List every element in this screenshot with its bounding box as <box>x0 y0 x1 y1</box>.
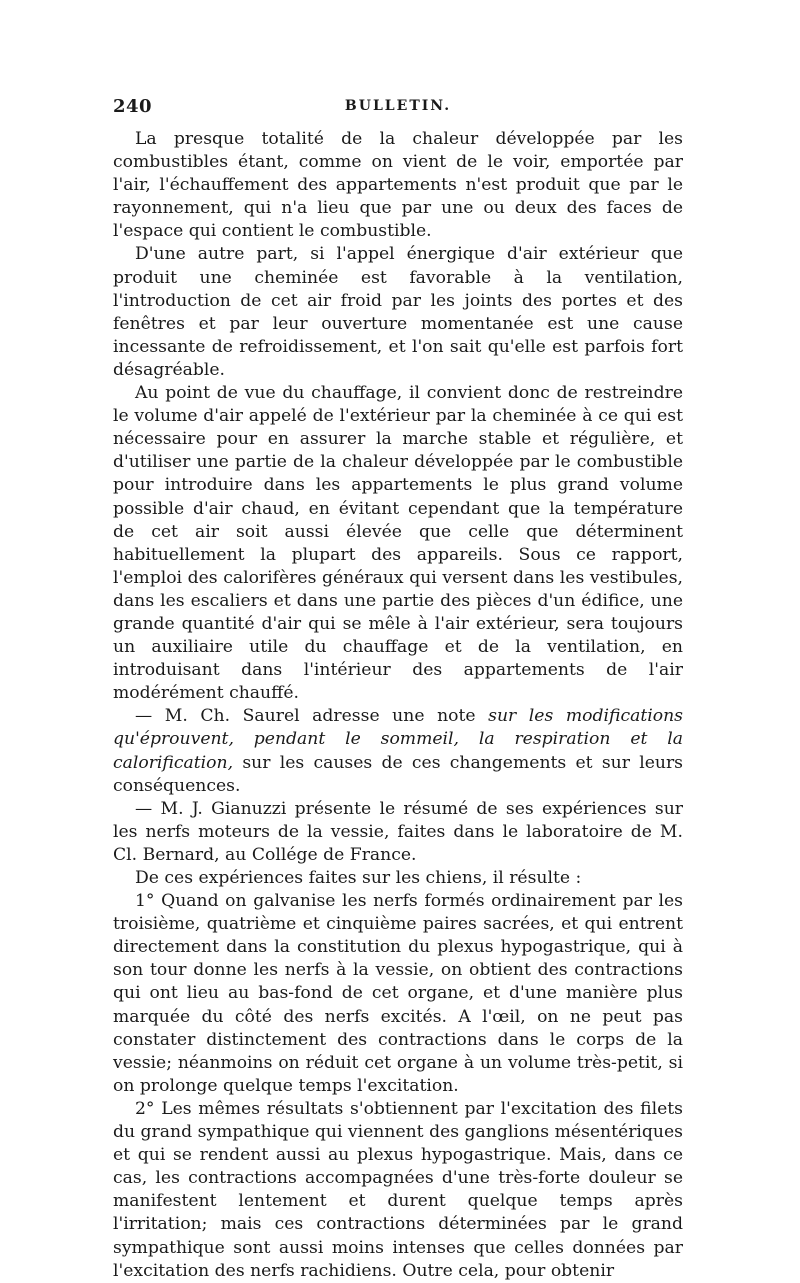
paragraph-chaleur: La presque totalité de la chaleur développée par les combustibles étant, comme on vient de le voir, emportée par l'air, l'échauffement des appartements n'est produit que par le rayonnement, qui n'a lieu que par une ou deux des faces de l'espace qui contient le combustible. <box>113 129 683 242</box>
paragraph-resultat-2: 2° Les mêmes résultats s'obtiennent par l'excitation des filets du grand sympathique qui viennent des ganglions mésentériques et qui se rendent aussi au plexus hypogastrique. Mais, dans ce cas, les contractions accompagnées d'une très-forte douleur se manifestent lentement et durent quelque temps après l'irritation; mais ces contractions déterminées par le grand sympathique sont aussi moins intenses que celles données par l'excitation des nerfs rachidiens. Outre cela, pour obtenir <box>113 1098 683 1281</box>
saurel-title: sur les modifications qu'éprouvent, pendant le sommeil, la respiration et la calorification, <box>113 706 683 773</box>
paragraph-resultats-intro: De ces expériences faites sur les chiens, il résulte : <box>135 868 582 888</box>
page-header <box>113 96 683 122</box>
paragraph-chauffage: Au point de vue du chauffage, il convient donc de restreindre le volume d'air appelé de l'extérieur par la cheminée à ce qui est nécessaire pour en assurer la marche stable et régulière, et d'utiliser une partie de la chaleur développée par le combustible pour introduire dans les appartements le plus grand volume possible d'air chaud, en évitant cependant que la température de cet air soit aussi élevée que celle que déterminent habituellement la plupart des appareils. Sous ce rapport, l'emploi des calorifères généraux qui versent dans les vestibules, dans les escaliers et dans une partie des pièces d'un édifice, une grande quantité d'air qui se mêle à l'air extérieur, sera toujours un auxiliaire utile du chauffage et de la ventilation, en introduisant dans l'intérieur des appartements de l'air modérément chauffé. <box>113 383 683 704</box>
running-head: BULLETIN. <box>344 98 452 114</box>
body-text <box>113 128 683 1283</box>
paragraph-resultat-1: 1° Quand on galvanise les nerfs formés ordinairement par les troisième, quatrième et cinquième paires sacrées, et qui entrent directement dans la constitution du plexus hypogastrique, qui à son tour donne les nerfs à la vessie, on obtient des contractions qui ont lieu au bas-fond de cet organe, et d'une manière plus marquée du côté des nerfs excités. A l'œil, on ne peut pas constater distinctement des contractions dans le corps de la vessie; néanmoins on réduit cet organe à un volume très-petit, si on prolonge quelque temps l'excitation. <box>113 891 683 1096</box>
paragraph-ventilation: D'une autre part, si l'appel énergique d'air extérieur que produit une cheminée est favorable à la ventilation, l'introduction de cet air froid par les joints des portes et des fenêtres et par leur ouverture momentanée est une cause incessante de refroidissement, et l'on sait qu'elle est parfois fort désagréable. <box>113 244 683 380</box>
saurel-intro: — M. Ch. Saurel adresse une note <box>135 706 489 727</box>
paragraph-gianuzzi: — M. J. Gianuzzi présente le résumé de ses expériences sur les nerfs moteurs de la vessie, faites dans le laboratoire de M. Cl. Bernard, au Collége de France. <box>113 798 683 865</box>
saurel-rest: sur les causes de ces changements et sur leurs conséquences. <box>113 752 683 796</box>
paragraph-saurel <box>113 705 683 797</box>
page-number: 240 <box>113 96 153 117</box>
